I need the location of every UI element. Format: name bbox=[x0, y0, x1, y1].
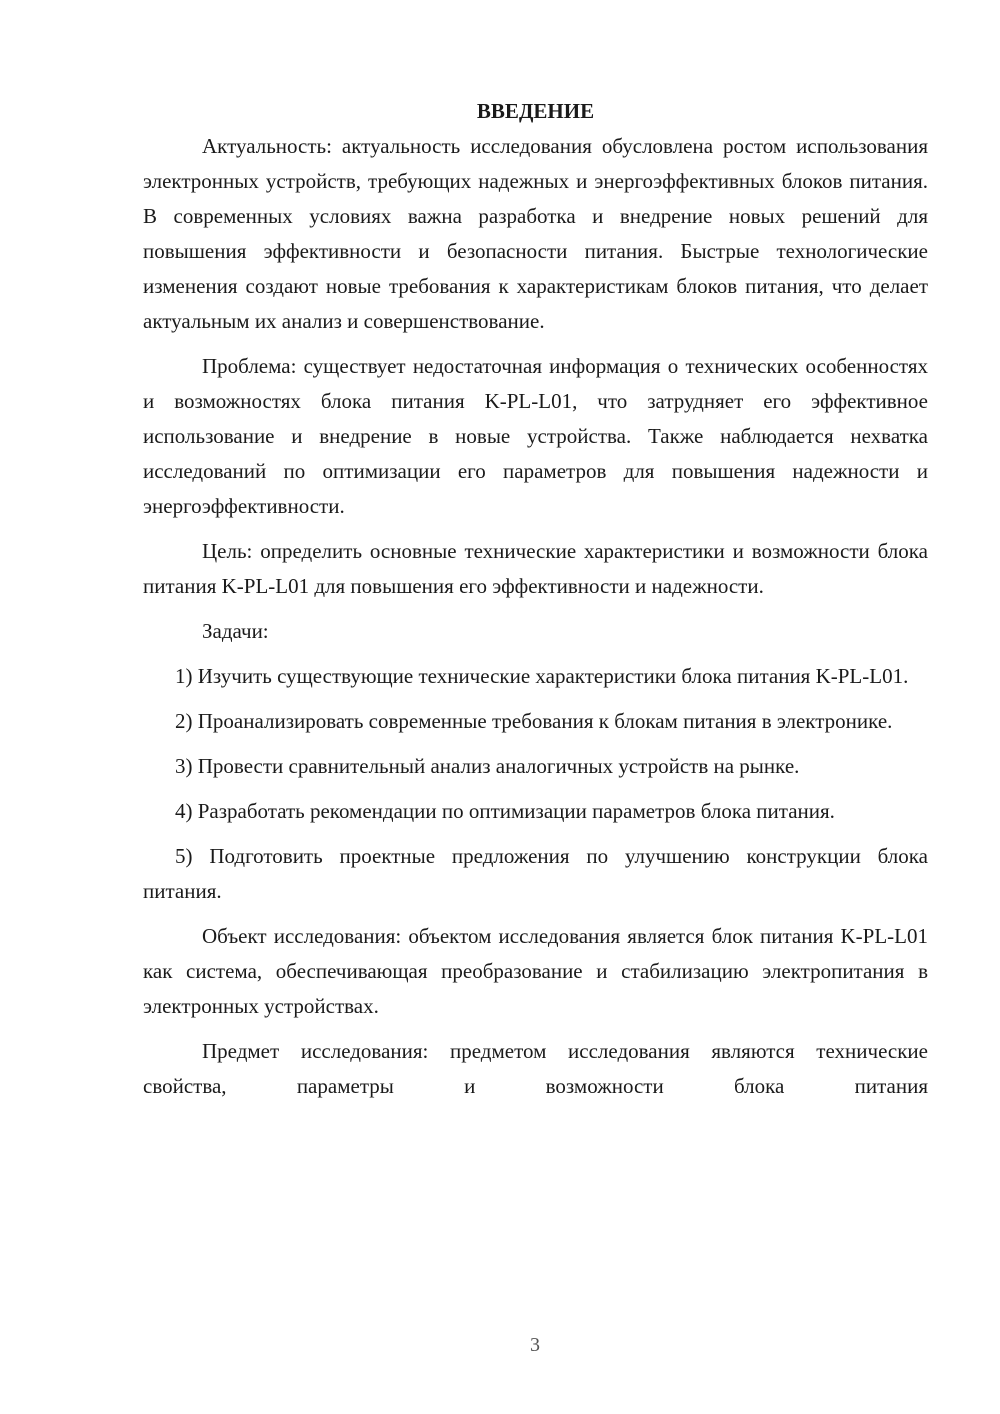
task-item-1: 1) Изучить существующие технические характеристики блока питания K-PL-L01. bbox=[175, 664, 909, 688]
task-item-4: 4) Разработать рекомендации по оптимизации параметров блока питания. bbox=[175, 799, 835, 823]
paragraph-object: Объект исследования: объектом исследования является блок питания K-PL-L01 как система, обеспечивающая преобразование и стабилизацию электропитания в электронных устройствах. bbox=[143, 924, 928, 1018]
task-item-5: 5) Подготовить проектные предложения по улучшению конструкции блока питания. bbox=[143, 844, 928, 903]
page-number: 3 bbox=[530, 1334, 540, 1356]
paragraph-goal: Цель: определить основные технические характеристики и возможности блока питания K-PL-L01 для повышения его эффективности и надежности. bbox=[143, 539, 928, 598]
document-page bbox=[143, 94, 928, 1114]
paragraph-relevance: Актуальность: актуальность исследования обусловлена ростом использования электронных устройств, требующих надежных и энергоэффективных блоков питания. В современных условиях важна разработка и внедрение новых решений для повышения эффективности и безопасности питания. Быстрые технологические изменения создают новые требования к характеристикам блоков питания, что делает актуальным их анализ и совершенствование. bbox=[143, 134, 928, 333]
section-title: ВВЕДЕНИЕ bbox=[476, 99, 595, 123]
task-item-2: 2) Проанализировать современные требования к блокам питания в электронике. bbox=[175, 709, 893, 733]
paragraph-problem: Проблема: существует недостаточная информация о технических особенностях и возможностях блока питания K-PL-L01, что затрудняет его эффективное использование и внедрение в новые устройства. Также наблюдается нехватка исследований по оптимизации его параметров для повышения надежности и энергоэффективности. bbox=[143, 354, 928, 518]
task-item-3: 3) Провести сравнительный анализ аналогичных устройств на рынке. bbox=[175, 754, 800, 778]
tasks-heading: Задачи: bbox=[202, 619, 269, 643]
paragraph-subject: Предмет исследования: предметом исследования являются технические свойства, параметры и возможности блока питания bbox=[143, 1039, 928, 1098]
